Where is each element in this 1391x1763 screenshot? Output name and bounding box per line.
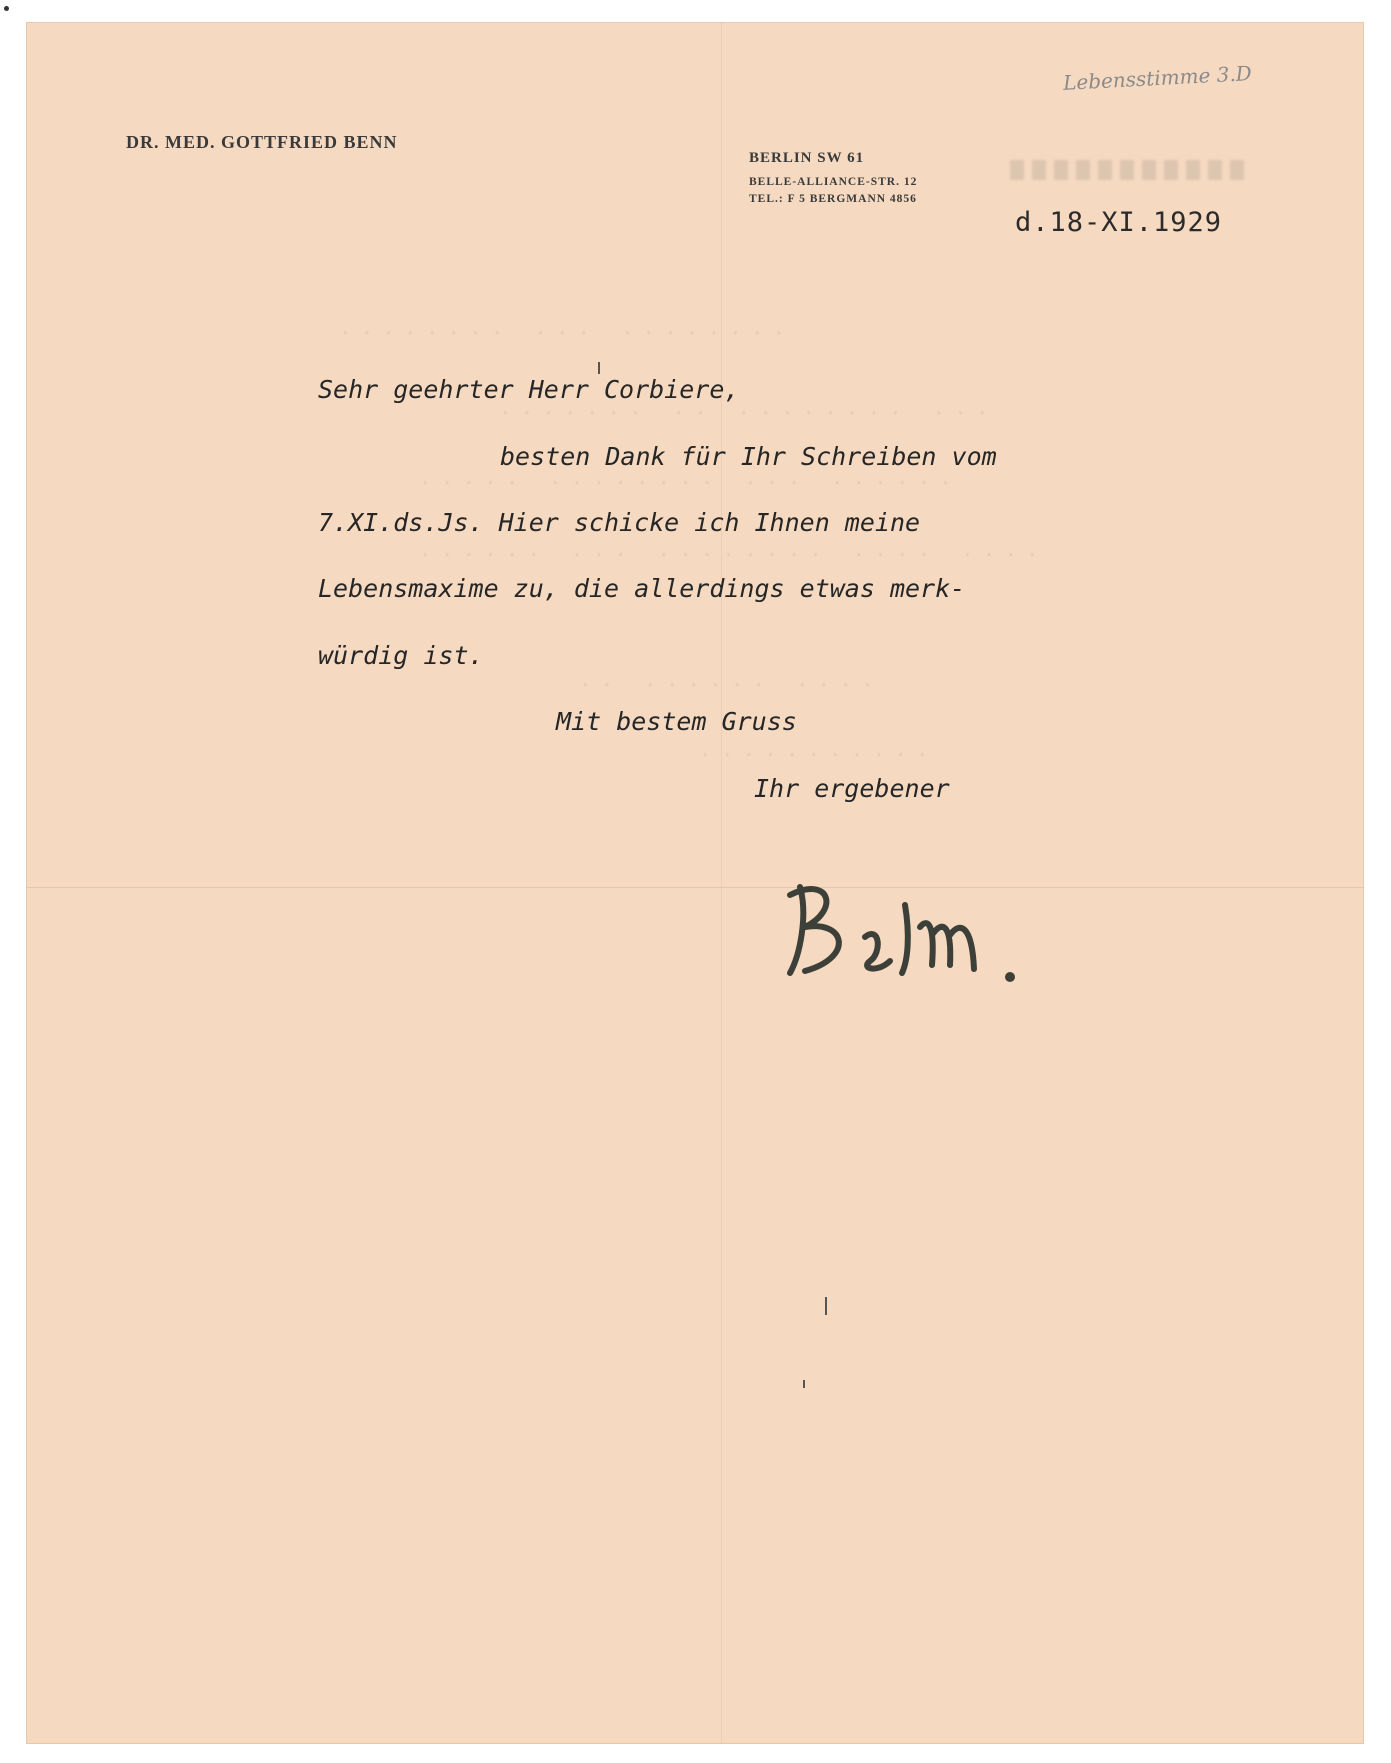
body-line-4: würdig ist. <box>318 641 484 670</box>
closing-valediction: Ihr ergebener <box>754 774 950 803</box>
show-through-text: . . . . . . . . . . . . . . . . . . . <box>340 318 785 339</box>
show-through-text: . . . . . . . . . . . <box>700 740 928 761</box>
address-city: BERLIN SW 61 <box>749 150 865 166</box>
letter-date: d.18-XI.1929 <box>1015 207 1223 238</box>
body-line-1: besten Dank für Ihr Schreiben vom <box>500 442 997 471</box>
pencil-annotation: Lebensstimme 3.D <box>1062 61 1253 95</box>
stray-mark <box>598 362 600 374</box>
stamp-smudge <box>1010 160 1250 180</box>
body-line-3: Lebensmaxime zu, die allerdings etwas merk- <box>318 574 966 603</box>
handwritten-signature <box>760 865 1040 995</box>
body-line-2: 7.XI.ds.Js. Hier schicke ich Ihnen meine <box>318 508 921 537</box>
stray-mark <box>803 1380 805 1388</box>
show-through-text: . . . . . . . . . . . . . . . . . . . . <box>500 398 988 419</box>
address-street: BELLE-ALLIANCE-STR. 12 <box>749 176 918 188</box>
letter-sheet <box>26 22 1364 1744</box>
salutation: Sehr geehrter Herr Corbiere, <box>318 375 740 404</box>
fold-line-vertical <box>721 22 722 1744</box>
stray-mark <box>825 1297 827 1315</box>
show-through-text: . . . . . . . . . . . . <box>580 670 873 691</box>
ink-speck <box>4 6 9 11</box>
fold-line-horizontal <box>26 887 1364 888</box>
letterhead-address <box>749 150 917 205</box>
closing-greeting: Mit bestem Gruss <box>556 707 797 736</box>
address-phone: TEL.: F 5 BERGMANN 4856 <box>749 193 917 205</box>
show-through-text: . . . . . . . . . . . . . . . . . . . . . . . . . <box>420 540 1038 561</box>
show-through-text: . . . . . . . . . . . . . . . . . . . . . . <box>420 468 952 489</box>
letterhead-name: DR. MED. GOTTFRIED BENN <box>126 132 398 152</box>
